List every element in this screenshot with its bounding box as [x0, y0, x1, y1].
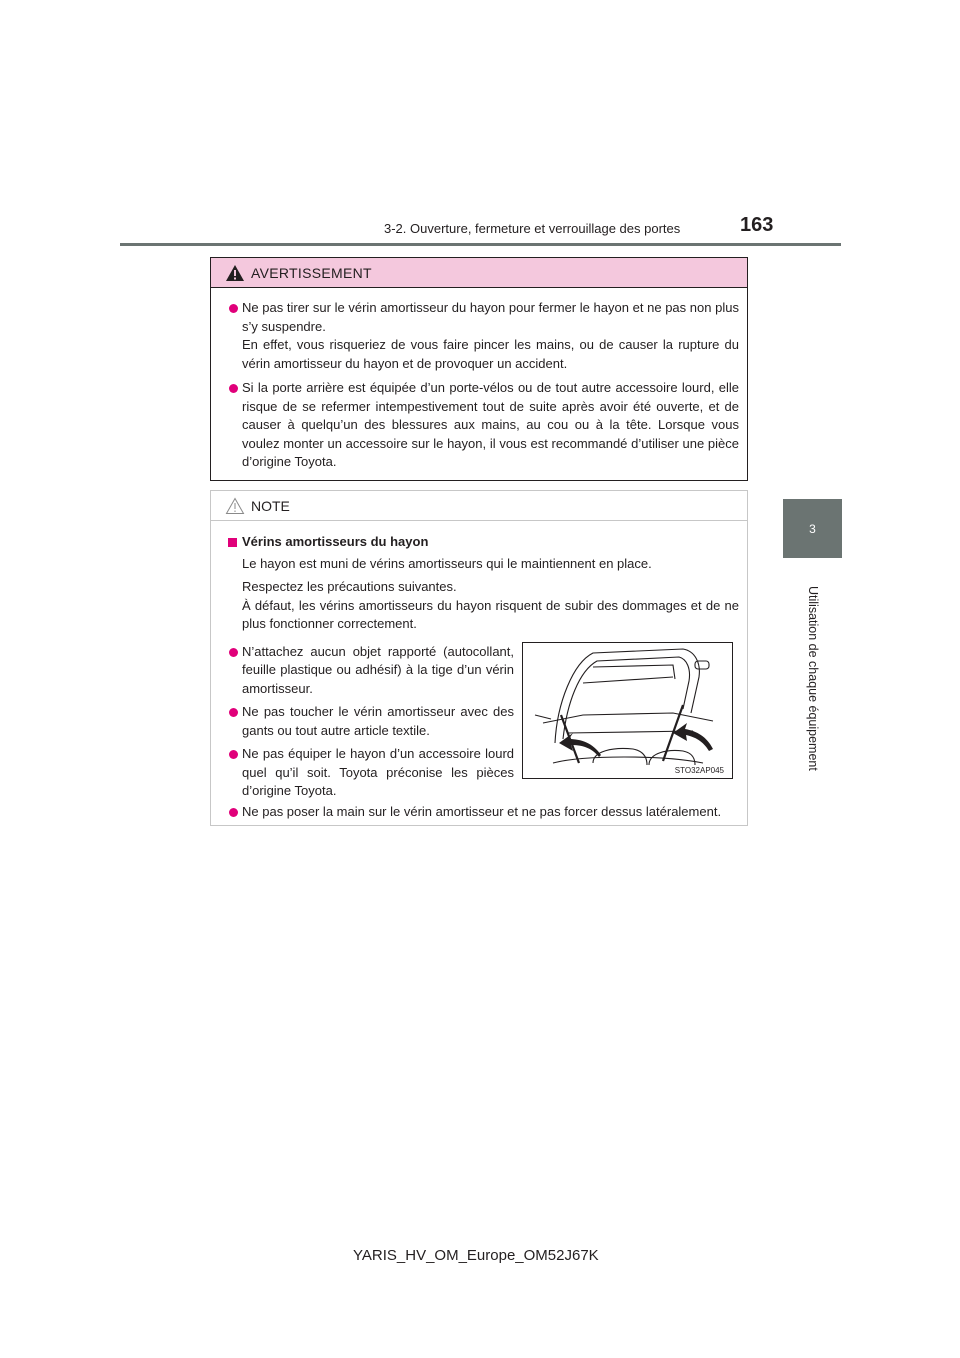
- bullet-icon: [229, 808, 238, 817]
- square-bullet-icon: [228, 538, 237, 547]
- note-item: Ne pas poser la main sur le vérin amortisseur et ne pas forcer dessus latéralement.: [211, 803, 747, 822]
- chapter-tab: 3: [783, 499, 842, 558]
- warning-header: [211, 258, 747, 288]
- note-item: Ne pas toucher le vérin amortisseur avec des gants ou tout autre article textile.: [211, 703, 522, 740]
- section-title: 3-2. Ouverture, fermeture et verrouillage des portes: [384, 221, 681, 236]
- note-title: NOTE: [251, 497, 290, 514]
- note-item: Ne pas équiper le hayon d’un accessoire lourd quel qu’il soit. Toyota préconise les pièces d’origine Toyota.: [211, 745, 522, 801]
- bullet-icon: [229, 708, 238, 717]
- header-divider: [120, 243, 841, 246]
- bullet-icon: [229, 648, 238, 657]
- warning-triangle-icon: [225, 264, 245, 282]
- note-header: [211, 491, 747, 521]
- back-door-damper-illustration: [522, 642, 733, 779]
- bullet-icon: [229, 384, 238, 393]
- chapter-title: Utilisation de chaque équipement: [806, 586, 820, 771]
- bullet-icon: [229, 750, 238, 759]
- warning-item: Si la porte arrière est équipée d’un porte-vélos ou de tout autre accessoire lourd, elle risque de se refermer intempestivement tout de suite après avoir été ouverte, et de causer à quelqu’un des blessures aux mains, au cou ou à la tête. Lorsque vous voulez monter un accessoire sur le hayon, il vous est recommandé d’utiliser une pièce d’origine Toyota.: [211, 379, 747, 472]
- page-number: 163: [740, 214, 774, 236]
- warning-title: AVERTISSEMENT: [251, 264, 372, 281]
- note-item: N’attachez aucun objet rapporté (autocollant, feuille plastique ou adhésif) à la tige d’un vérin amortisseur.: [211, 643, 522, 699]
- bullet-icon: [229, 304, 238, 313]
- warning-item: Ne pas tirer sur le vérin amortisseur du hayon pour fermer le hayon et ne pas non plus s’y suspendre. En effet, vous risqueriez de vous faire pincer les mains, ou de causer la rupture du vérin amortisseur du hayon et de provoquer un accident.: [211, 299, 747, 373]
- illustration-drawing: [523, 643, 732, 778]
- figure-code: STO32AP045: [674, 766, 724, 775]
- caution-triangle-icon: [225, 497, 245, 515]
- document-code: YARIS_HV_OM_Europe_OM52J67K: [353, 1247, 599, 1264]
- warning-box: [210, 257, 748, 481]
- note-heading: Vérins amortisseurs du hayon Le hayon est muni de vérins amortisseurs qui le maintiennent en place. Respectez les précautions suivantes. À défaut, les vérins amortisseurs du hayon risquent de subir des dommages et de ne plus fonctionner correctement.: [211, 533, 747, 634]
